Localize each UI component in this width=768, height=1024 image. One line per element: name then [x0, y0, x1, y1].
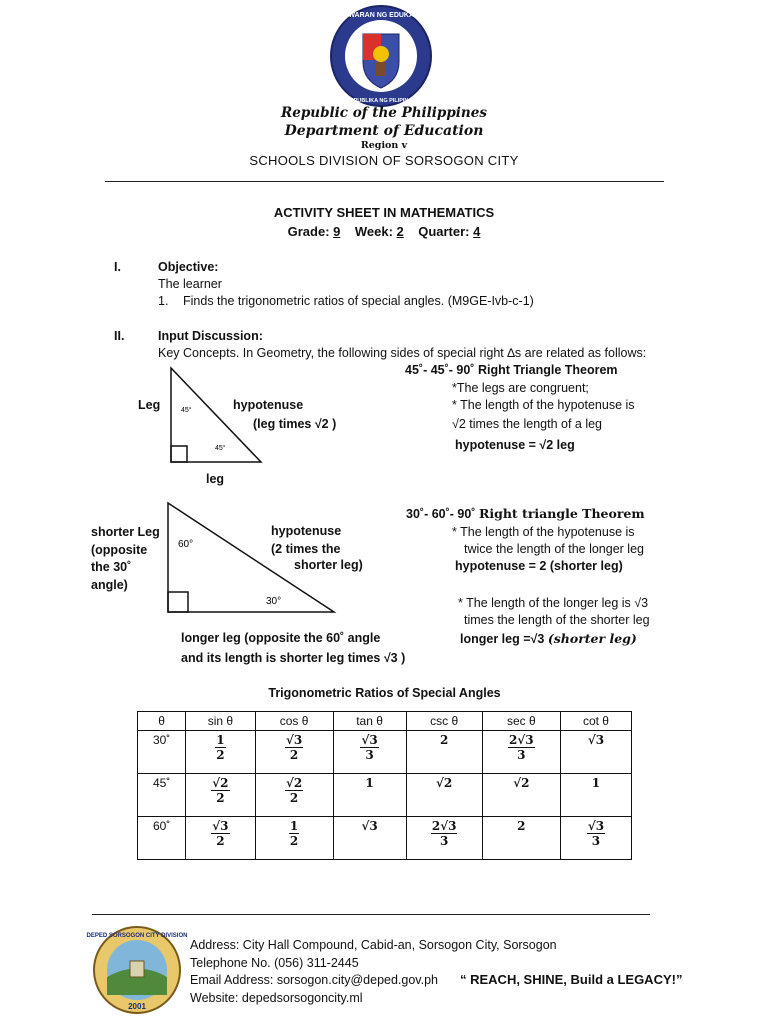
table-caption: Trigonometric Ratios of Special Angles: [268, 686, 501, 700]
header-cos: cos θ: [255, 712, 333, 731]
denominator: 2: [216, 834, 225, 848]
division-name: SCHOOLS DIVISION OF SORSOGON CITY: [249, 153, 519, 168]
angle-45-top: 45°: [181, 407, 192, 414]
week-label: Week:: [354, 224, 393, 239]
denominator: 3: [365, 748, 374, 762]
footer-divider: [92, 914, 650, 915]
header-csc: csc θ: [406, 712, 482, 731]
shorter-leg-label: [91, 524, 160, 594]
deped-seal-logo: [327, 4, 435, 108]
hypotenuse-label-45: hypotenuse: [233, 398, 304, 412]
cos-cell: [255, 731, 333, 774]
longer-leg-label-2: and its length is shorter leg times √3 ): [181, 651, 406, 665]
theorem30-title: [406, 506, 645, 521]
theorem45-formula: hypotenuse = √2 leg: [455, 438, 575, 452]
cot-cell: [560, 774, 631, 817]
sin-cell: [186, 731, 255, 774]
division-logo: [86, 925, 188, 1015]
value: 2: [517, 819, 526, 833]
seal-top-text: KAGAWARAN NG EDUKASYON: [328, 12, 434, 19]
fraction: [285, 733, 303, 762]
angle-45-bottom: 45°: [215, 445, 226, 452]
csc-cell: [406, 774, 482, 817]
leg-bottom-label: leg: [206, 472, 225, 486]
tan-cell: [333, 774, 406, 817]
objective-intro: The learner: [158, 277, 222, 291]
hypotenuse-label-30: hypotenuse: [271, 524, 342, 538]
theorem30-formula2-prefix: longer leg =√3: [460, 632, 545, 646]
theorem30-title-text: Right triangle Theorem: [478, 506, 645, 521]
cot-cell: [560, 817, 631, 860]
angle-cell: 60˚: [138, 817, 186, 860]
hypotenuse-relation-30-b: shorter leg): [294, 558, 363, 572]
quarter-label: Quarter:: [418, 224, 470, 239]
hypotenuse-relation-45: (leg times √2 ): [253, 417, 337, 431]
denominator: 3: [439, 834, 449, 848]
denominator: 3: [517, 748, 526, 762]
key-concepts-text: Key Concepts. In Geometry, the following sides of special right ∆s are related as follows:: [158, 346, 647, 360]
triangle-45-45-90-diagram: [165, 366, 270, 466]
table-row: [138, 731, 632, 774]
header-cot: cot θ: [560, 712, 631, 731]
value: √3: [587, 733, 605, 747]
cot-cell: [560, 731, 631, 774]
numerator: √3: [212, 819, 229, 833]
fraction: [285, 776, 303, 805]
numerator: √3: [361, 733, 378, 747]
angle-30-label: 30°: [266, 596, 282, 607]
objective-item-number: 1.: [158, 294, 169, 308]
leg-left-label: Leg: [138, 398, 161, 412]
footer-telephone: Telephone No. (056) 311-2445: [190, 955, 359, 970]
grade-week-quarter: [0, 224, 768, 239]
section2-numeral: II.: [114, 329, 125, 343]
sec-cell: [482, 731, 560, 774]
sheet-title: ACTIVITY SHEET IN MATHEMATICS: [273, 205, 495, 220]
table-header-row: [138, 712, 632, 731]
header-theta: θ: [138, 712, 186, 731]
division-logo-text: DEPED SORSOGON CITY DIVISION: [86, 933, 188, 939]
table-row: [138, 817, 632, 860]
denominator: 3: [591, 834, 601, 848]
value: 1: [365, 776, 374, 790]
trig-ratios-table: [137, 711, 632, 860]
denominator: 2: [216, 791, 225, 805]
objective-heading: Objective:: [158, 260, 219, 274]
grade-label: Grade:: [287, 224, 330, 239]
input-discussion-heading: Input Discussion:: [158, 329, 263, 343]
header-sec: sec θ: [482, 712, 560, 731]
theorem45-title: 45˚- 45˚- 90˚ Right Triangle Theorem: [405, 363, 618, 377]
section1-numeral: I.: [114, 260, 121, 274]
fraction: [211, 819, 229, 848]
sin-cell: [186, 817, 255, 860]
numerator: √2: [212, 776, 229, 790]
sec-cell: [482, 774, 560, 817]
csc-cell: [406, 731, 482, 774]
theorem30-line1: * The length of the hypotenuse is: [452, 525, 635, 539]
fraction: [215, 733, 225, 762]
numerator: 2√3: [431, 819, 457, 833]
theorem30-line3: * The length of the longer leg is √3: [458, 596, 649, 610]
table-row: [138, 774, 632, 817]
fraction: [508, 733, 535, 762]
tan-cell: [333, 817, 406, 860]
angle-cell: 30˚: [138, 731, 186, 774]
fraction: [587, 819, 605, 848]
footer-email: Email Address: sorsogon.city@deped.gov.ph: [190, 973, 439, 987]
shorter-leg-line1: shorter Leg: [91, 525, 160, 539]
longer-leg-label-1: longer leg (opposite the 60˚ angle: [181, 631, 381, 645]
denominator: 2: [216, 748, 225, 762]
shorter-leg-line4: angle): [91, 577, 128, 592]
csc-cell: [406, 817, 482, 860]
denominator: 2: [289, 748, 299, 762]
theorem45-line3: √2 times the length of a leg: [452, 417, 603, 431]
fraction: [431, 819, 458, 848]
quarter-value: 4: [473, 224, 481, 239]
division-logo-year: 2001: [128, 1002, 146, 1011]
denominator: 2: [289, 834, 299, 848]
seal-bottom-text: REPUBLIKA NG PILIPINAS: [345, 98, 417, 104]
cos-cell: [255, 817, 333, 860]
republic-heading: Republic of the Philippines: [281, 105, 487, 121]
value: √2: [436, 776, 453, 790]
tan-cell: [333, 731, 406, 774]
theorem45-line1: *The legs are congruent;: [452, 381, 589, 395]
fraction: [289, 819, 299, 848]
shorter-leg-line3: the 30˚: [91, 560, 132, 574]
fraction: [211, 776, 229, 805]
theorem30-formula2: [460, 630, 637, 648]
fraction: [360, 733, 378, 762]
numerator: √2: [285, 776, 303, 790]
theorem30-title-prefix: 30˚- 60˚- 90˚: [406, 507, 476, 521]
region-label: Region v: [360, 140, 408, 151]
value: √2: [513, 776, 530, 790]
numerator: 1: [289, 819, 299, 833]
header-divider: [105, 181, 664, 182]
theorem30-formula1: hypotenuse = 2 (shorter leg): [455, 559, 623, 573]
denominator: 2: [289, 791, 299, 805]
department-heading: Department of Education: [284, 123, 484, 139]
week-value: 2: [396, 224, 404, 239]
cos-cell: [255, 774, 333, 817]
hypotenuse-relation-30-a: (2 times the: [271, 542, 341, 556]
header-sin: sin θ: [186, 712, 255, 731]
grade-value: 9: [333, 224, 341, 239]
numerator: √3: [587, 819, 605, 833]
angle-cell: 45˚: [138, 774, 186, 817]
angle-60-label: 60°: [178, 539, 194, 550]
value: 2: [439, 733, 449, 747]
numerator: 2√3: [509, 733, 534, 747]
theorem30-formula2-italic: (shorter leg): [547, 631, 637, 646]
footer-address: Address: City Hall Compound, Cabid-an, Sorsogon City, Sorsogon: [190, 938, 557, 952]
header-tan: tan θ: [333, 712, 406, 731]
footer-website: Website: depedsorsogoncity.ml: [190, 990, 363, 1005]
theorem30-line2: twice the length of the longer leg: [464, 542, 644, 556]
value: √3: [361, 819, 378, 833]
numerator: √3: [285, 733, 303, 747]
shorter-leg-line2: (opposite: [91, 542, 148, 557]
footer-motto: “ REACH, SHINE, Build a LEGACY!”: [460, 972, 683, 987]
numerator: 1: [216, 733, 225, 747]
theorem30-line4: times the length of the shorter leg: [464, 613, 650, 627]
objective-item: Finds the trigonometric ratios of special angles. (M9GE-Ivb-c-1): [183, 294, 534, 308]
sin-cell: [186, 774, 255, 817]
value: 1: [591, 776, 601, 790]
theorem45-line2: * The length of the hypotenuse is: [452, 398, 635, 412]
sec-cell: [482, 817, 560, 860]
